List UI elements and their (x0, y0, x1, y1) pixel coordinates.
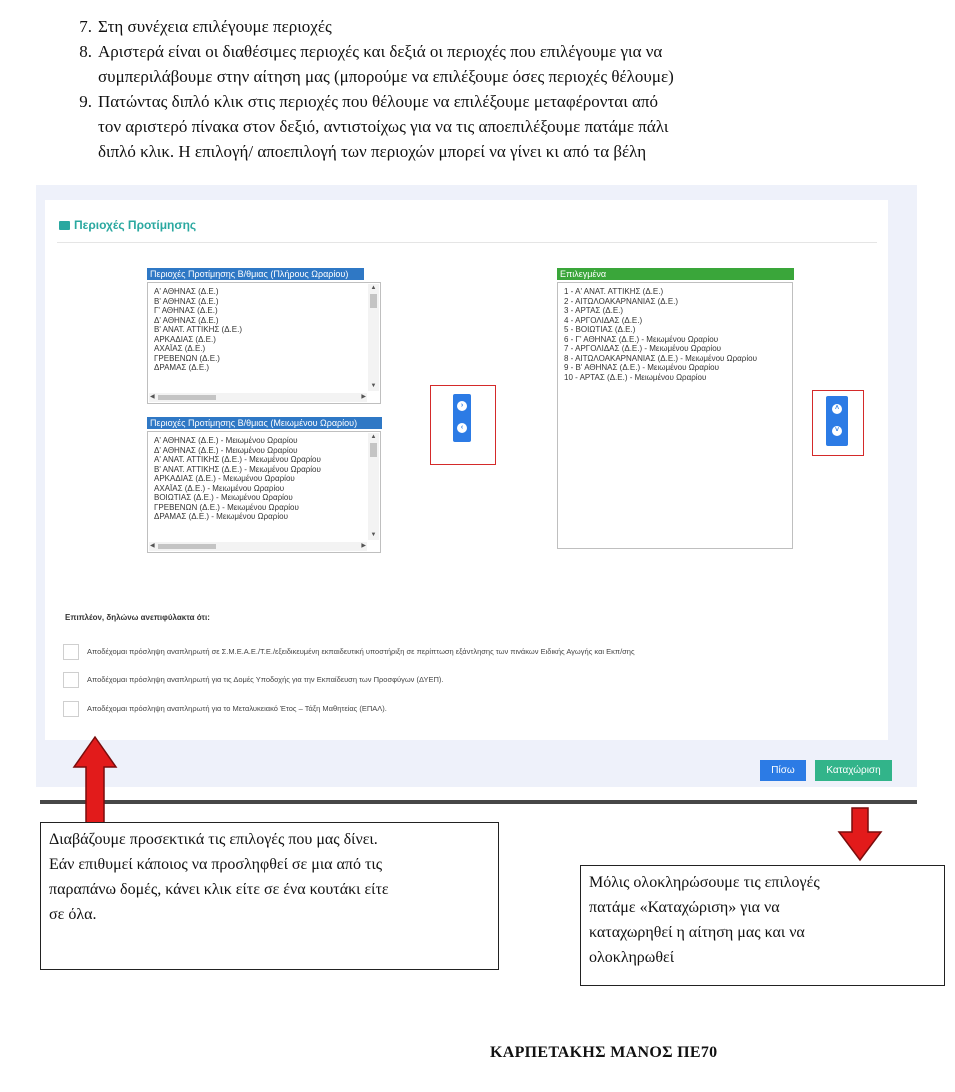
section-title (59, 218, 196, 232)
horizontal-scrollbar[interactable] (149, 393, 367, 402)
note-line: Διαβάζουμε προσεκτικά τις επιλογές που μας δίνει. (49, 831, 378, 848)
move-down-button[interactable] (832, 426, 842, 436)
scroll-thumb[interactable] (158, 395, 216, 400)
selected-area-option[interactable]: 7 - ΑΡΓΟΛΙΔΑΣ (Δ.Ε.) - Μειωμένου Ωραρίου (564, 344, 722, 353)
step-text-line: διπλό κλικ. Η επιλογή/ αποεπιλογή των περιοχών μπορεί να γίνει κι από τα βέλη (98, 142, 647, 161)
scroll-thumb[interactable] (370, 443, 377, 457)
note-left (40, 822, 499, 970)
area-option[interactable]: Α' ΑΝΑΤ. ΑΤΤΙΚΗΣ (Δ.Ε.) - Μειωμένου Ωραρίου (154, 455, 321, 464)
selected-area-option[interactable]: 9 - Β' ΑΘΗΝΑΣ (Δ.Ε.) - Μειωμένου Ωραρίου (564, 363, 719, 372)
arrow-up-icon (70, 735, 120, 825)
step-text-line: συμπεριλάβουμε στην αίτηση μας (μπορούμε να επιλέξουμε όσες περιοχές θέλουμε) (98, 67, 674, 86)
area-option[interactable]: ΑΡΚΑΔΙΑΣ (Δ.Ε.) - Μειωμένου Ωραρίου (154, 474, 295, 483)
selected-area-option[interactable]: 5 - ΒΟΙΩΤΙΑΣ (Δ.Ε.) (564, 325, 636, 334)
transfer-buttons (453, 394, 471, 442)
move-left-button[interactable] (457, 423, 467, 433)
scroll-up-icon[interactable]: ▲ (370, 285, 377, 291)
selected-area-option[interactable]: 1 - Α' ΑΝΑΤ. ΑΤΤΙΚΗΣ (Δ.Ε.) (564, 287, 664, 296)
scroll-up-icon[interactable]: ▲ (370, 434, 377, 440)
area-option[interactable]: ΑΡΚΑΔΙΑΣ (Δ.Ε.) (154, 334, 216, 344)
selected-area-option[interactable]: 2 - ΑΙΤΩΛΟΑΚΑΡΝΑΝΙΑΣ (Δ.Ε.) (564, 296, 679, 306)
step-number: 9. (79, 92, 92, 111)
area-option[interactable]: ΔΡΑΜΑΣ (Δ.Ε.) - Μειωμένου Ωραρίου (154, 512, 288, 521)
reorder-buttons-highlight (812, 390, 864, 456)
chevron-up-icon: ˄ (834, 405, 840, 412)
instructions-list (60, 14, 840, 164)
briefcase-icon (59, 221, 70, 230)
note-line: καταχωρηθεί η αίτηση μας και να (589, 924, 805, 941)
area-option[interactable]: Β' ΑΝΑΤ. ΑΤΤΙΚΗΣ (Δ.Ε.) (154, 325, 242, 334)
step-number: 8. (79, 42, 92, 61)
divider (57, 242, 877, 243)
scroll-right-icon[interactable]: ▶ (361, 543, 366, 549)
author-footer: ΚΑΡΠΕΤΑΚΗΣ ΜΑΝΟΣ ΠΕ70 (490, 1044, 718, 1061)
checkbox-label: Αποδέχομαι πρόσληψη αναπληρωτή για τις Δομές Υποδοχής για την Εκπαίδευση των Προσφύγων (ΔΥΕΠ). (87, 675, 444, 684)
move-right-button[interactable] (457, 401, 467, 411)
area-option[interactable]: ΓΡΕΒΕΝΩΝ (Δ.Ε.) - Μειωμένου Ωραρίου (154, 502, 299, 512)
arrow-down-icon (836, 806, 884, 862)
reduced-hours-areas-list[interactable] (147, 431, 381, 553)
horizontal-scrollbar[interactable] (149, 542, 367, 551)
instruction-step (60, 39, 840, 89)
area-option[interactable]: Β' ΑΘΗΝΑΣ (Δ.Ε.) (154, 296, 219, 306)
scroll-thumb[interactable] (370, 294, 377, 308)
area-option[interactable]: Δ' ΑΘΗΝΑΣ (Δ.Ε.) - Μειωμένου Ωραρίου (154, 445, 298, 455)
area-option[interactable]: ΑΧΑΪΑΣ (Δ.Ε.) - Μειωμένου Ωραρίου (154, 483, 285, 493)
selected-area-option[interactable]: 10 - ΑΡΤΑΣ (Δ.Ε.) - Μειωμένου Ωραρίου (564, 372, 707, 382)
area-option[interactable]: ΑΧΑΪΑΣ (Δ.Ε.) (154, 344, 206, 353)
vertical-scrollbar[interactable] (368, 433, 379, 540)
scroll-down-icon[interactable]: ▼ (370, 383, 377, 389)
area-option[interactable]: Γ' ΑΘΗΝΑΣ (Δ.Ε.) (154, 306, 218, 315)
note-right (580, 865, 945, 986)
note-line: ολοκληρωθεί (589, 949, 675, 966)
note-line: σε όλα. (49, 906, 97, 923)
preferences-form (45, 200, 888, 740)
checkbox-special-education[interactable] (63, 644, 79, 660)
scroll-left-icon[interactable]: ◀ (150, 543, 155, 549)
chevron-left-icon: ‹ (460, 424, 464, 431)
scroll-left-icon[interactable]: ◀ (150, 394, 155, 400)
checkbox-label: Αποδέχομαι πρόσληψη αναπληρωτή σε Σ.Μ.Ε.Α.Ε./Τ.Ε./εξειδικευμένη εκπαιδευτική υποστήριξη σε περίπτωση εξάντλησης των πινάκων Ειδικής Αγωγής και Εκπ/σης (87, 647, 635, 656)
area-option[interactable]: Α' ΑΘΗΝΑΣ (Δ.Ε.) (154, 287, 219, 296)
back-button[interactable]: Πίσω (760, 760, 806, 781)
note-line: Εάν επιθυμεί κάποιος να προσληφθεί σε μια από τις (49, 856, 383, 873)
note-line: παραπάνω δομές, κάνει κλικ είτε σε ένα κουτάκι είτε (49, 881, 389, 898)
step-number: 7. (79, 17, 92, 36)
chevron-down-icon: ˅ (834, 427, 840, 434)
area-option[interactable]: Δ' ΑΘΗΝΑΣ (Δ.Ε.) (154, 315, 219, 325)
checkbox-label: Αποδέχομαι πρόσληψη αναπληρωτή για το Μεταλυκειακό Έτος – Τάξη Μαθητείας (ΕΠΑΛ). (87, 704, 387, 713)
step-text-line: Αριστερά είναι οι διαθέσιμες περιοχές και δεξιά οι περιοχές που επιλέγουμε για να (98, 42, 663, 61)
vertical-scrollbar[interactable] (368, 284, 379, 391)
screenshot-bottom-bar (40, 800, 917, 804)
selected-area-option[interactable]: 4 - ΑΡΓΟΛΙΔΑΣ (Δ.Ε.) (564, 315, 643, 325)
step-text-line: Πατώντας διπλό κλικ στις περιοχές που θέλουμε να επιλέξουμε μεταφέρονται από (98, 92, 659, 111)
selected-area-option[interactable]: 3 - ΑΡΤΑΣ (Δ.Ε.) (564, 306, 624, 315)
full-time-areas-list[interactable] (147, 282, 381, 404)
scroll-thumb[interactable] (158, 544, 216, 549)
checkbox-refugee-structures[interactable] (63, 672, 79, 688)
selected-list-label: Επιλεγμένα (557, 268, 794, 280)
area-option[interactable]: ΔΡΑΜΑΣ (Δ.Ε.) (154, 363, 210, 372)
reduced-list-label: Περιοχές Προτίμησης Β/θμιας (Μειωμένου Ωραρίου) (147, 417, 382, 429)
move-up-button[interactable] (832, 404, 842, 414)
chevron-right-icon: › (460, 402, 464, 409)
selected-area-option[interactable]: 8 - ΑΙΤΩΛΟΑΚΑΡΝΑΝΙΑΣ (Δ.Ε.) - Μειωμένου Ωραρίου (564, 353, 757, 363)
transfer-buttons-highlight (430, 385, 496, 465)
note-line: Μόλις ολοκληρώσουμε τις επιλογές (589, 874, 820, 891)
area-option[interactable]: ΒΟΙΩΤΙΑΣ (Δ.Ε.) - Μειωμένου Ωραρίου (154, 493, 293, 502)
selected-area-option[interactable]: 6 - Γ' ΑΘΗΝΑΣ (Δ.Ε.) - Μειωμένου Ωραρίου (564, 334, 719, 344)
area-option[interactable]: Β' ΑΝΑΤ. ΑΤΤΙΚΗΣ (Δ.Ε.) - Μειωμένου Ωραρίου (154, 464, 321, 474)
checkbox-apprenticeship[interactable] (63, 701, 79, 717)
section-title-text: Περιοχές Προτίμησης (74, 218, 197, 232)
step-text: Στη συνέχεια επιλέγουμε περιοχές (98, 17, 332, 36)
step-text-line: τον αριστερό πίνακα στον δεξιό, αντιστοίχως για να τις αποεπιλέξουμε πατάμε πάλι (98, 117, 669, 136)
instruction-step (60, 14, 840, 39)
full-list-label: Περιοχές Προτίμησης Β/θμιας (Πλήρους Ωραρίου) (147, 268, 364, 280)
instruction-step (60, 89, 840, 164)
scroll-down-icon[interactable]: ▼ (370, 532, 377, 538)
scroll-right-icon[interactable]: ▶ (361, 394, 366, 400)
declaration-heading: Επιπλέον, δηλώνω ανεπιφύλακτα ότι: (65, 613, 210, 622)
area-option[interactable]: ΓΡΕΒΕΝΩΝ (Δ.Ε.) (154, 353, 220, 363)
selected-areas-list[interactable] (557, 282, 793, 549)
submit-button[interactable]: Καταχώριση (815, 760, 892, 781)
reorder-buttons (826, 396, 848, 446)
note-line: πατάμε «Καταχώριση» για να (589, 899, 780, 916)
area-option[interactable]: Α' ΑΘΗΝΑΣ (Δ.Ε.) - Μειωμένου Ωραρίου (154, 436, 298, 445)
